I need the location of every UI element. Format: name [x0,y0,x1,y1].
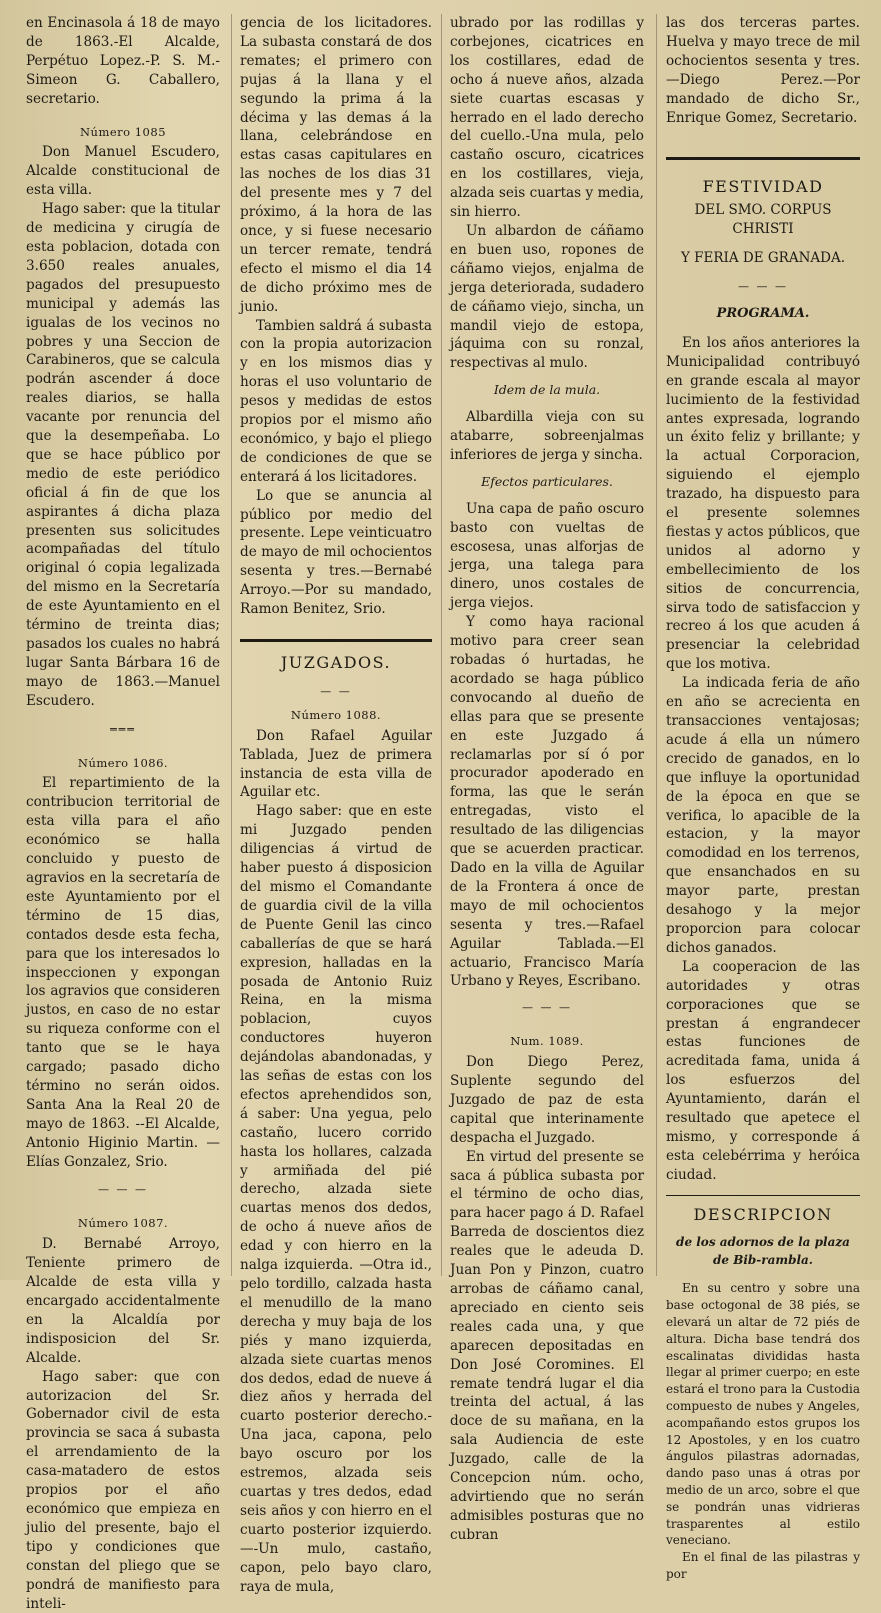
notice-1088-closing: Y como haya racional motivo para creer sean robadas ó hurtadas, he acordado se haga público convocando al dueño de ellas para que se presente en este Juzgado á reclamarlas por sí ó por procurador apoderado en forma, las que le serán entregadas, visto el resultado de las diligencias que se acuerden practicar. Dado en la villa de Aguilar de la Frontera á once de mayo de mil ochocientos sesenta y tres.—Rafael Aguilar Tablada.—El actuario, Francisco María Urbano y Reyes, Escribano. [450,614,644,990]
programa-heading: PROGRAMA. [716,305,810,321]
notice-1088-paragraph: Albardilla vieja con su atabarre, sobreenjalmas inferiores de jerga y sincha. [450,409,644,463]
column-4 [666,14,860,1581]
section-subtitle-corpus: DEL SMO. CORPUS CHRISTI [694,202,832,238]
notice-number-1088: Número 1088. [290,707,382,722]
notice-1088-body: Hago saber: que en este mi Juzgado penden diligencias á virtud de haber puesto á disposicion del mismo el Comandante de guardia civil de la villa de Puente Genil las cinco caballerías de que se hará expresion, halladas en la posada de Antonio Ruiz Reina, en la misma poblacion, cuyos conductores huyeron dejándolas abandonadas, y las señas de estas con los efectos aprehendidos son, á saber: Una yegua, pelo castaño, lucero corrido hasta los hollares, calzada y armiñada del pié derecho, alzada siete cuartas menos dos dedos, de ocho á nueve años de edad y con hierro en la nalga izquierda. —Otra id., pelo tordillo, calzada hasta el menudillo de la mano derecha y muy baja de los piés y mano izquierda, alzada siete cuartas menos dos dedos, edad de nueve á diez años y herrada del cuarto posterior derecho.-Una jaca, capona, pelo bayo oscuro por los estremos, alzada seis cuartas y tres dedos, edad seis años y con hierro en el cuarto posterior izquierdo.—-Un mulo, castaño, capon, pelo bayo claro, raya de mula, [240,803,432,1595]
separator: ═══ [110,722,136,736]
separator: — — — [738,280,788,294]
notice-1085-header: Don Manuel Escudero, Alcalde constitucional de esta villa. [26,144,220,199]
notice-1089-body: En virtud del presente se saca á pública subasta por el término de ocho dias, para hacer pago á D. Rafael Barreda de doscientos diez reales que le adeuda D. Juan Pon y Pinzon, cuatro arrobas de cáñamo canal, apreciado en ciento seis reales cada una, y que aparecen depositadas en Don José Coromines. El remate tendrá lugar el dia treinta del actual, á las doce de su mañana, en la sala Audiencia de este Juzgado, calle de la Concepcion núm. ocho, advirtiendo que no serán admisibles posturas que no cubran [450,1148,644,1543]
notice-1087-body: Hago saber: que con autorizacion del Sr. Gobernador civil de esta provincia se saca á subasta el arrendamiento de la casa-matadero de estos propios por el año económico que empieza en julio del presente, bajo el tipo y condiciones que constan del pliego que se pondrá de manifiesto para inteli- [26,1368,220,1612]
column-rule [441,14,442,1276]
column-rule [231,14,232,1276]
notice-1086-body: El repartimiento de la contribucion territorial de esta villa para el año económico se halla concluido y puesto de agravios en la secretaría de este Ayuntamiento por el término de 15 dias, contados desde esta fecha, para que los interesados lo inspeccionen y expongan los agravios que consideren justos, en caso de no estar su riqueza conforme con el tanto que se le haya cargado; pasado dicho término no serán oidos. Santa Ana la Real 20 de mayo de 1863. --El Alcalde, Antonio Higinio Martin. —Elías Gonzalez, Srio. [26,775,220,1170]
separator: — — — [522,1001,572,1015]
notice-1088-paragraph: Un albardon de cáñamo en buen uso, ropones de cáñamo viejos, enjalma de jerga deteriorada, sudadero de cáñamo viejo, sincha, un mandil viejo de estopa, jáquima con su ronzal, respectivas al mulo. [450,222,644,372]
separator: — — [320,684,352,698]
descripcion-paragraph: En el final de las pilastras y por [666,1550,860,1581]
divider [666,1195,860,1196]
column-rule [656,14,657,1276]
notice-1087-continued: gencia de los licitadores. La subasta constará de dos remates; el primero con pujas á la llana y el segundo la prima á la décima y las demas á la llana, celebrándose en estas casas capitulares en las noches de los dias 31 del presente mes y 7 del próximo, á la hora de las once, y si fuese necesario un tercer remate, tendrá efecto el mismo el dia 14 de dicho próximo mes de junio. [240,15,432,315]
notice-number-1086: Número 1086. [77,755,169,770]
programa-paragraph: La cooperacion de las autoridades y otras corporaciones que se prestan á engrandecer estas funciones de acreditada fama, unida á los esfuerzos del Ayuntamiento, darán el resultado que apetece el mismo, y corresponde á esta celebérrima y heróica ciudad. [666,958,860,1183]
section-rule [666,157,860,160]
programa-paragraph: En los años anteriores la Municipalidad contribuyó en grande escala al mayor lucimiento de la festividad antes expresada, logrando un éxito feliz y brillante; y la actual Corporacion, siguiendo el ejemplo trazado, ha dispuesto para el presente solemnes fiestas y actos públicos, que unidos al adorno y embellecimiento de los sitios de concurrencia, sirva todo de satisfaccion y recreo á los que acuden á presenciar la celebridad que los motiva. [666,334,860,673]
subheading-efectos: Efectos particulares. [481,473,613,489]
section-title-juzgados: JUZGADOS. [280,653,392,672]
descripcion-subtitle: de los adornos de la plaza de Bib-rambla. [676,1234,850,1268]
notice-number-1087: Número 1087. [77,1216,169,1231]
column-3 [450,14,644,1543]
column-1 [26,14,220,1612]
notice-1085-body: Hago saber: que la titular de medicina y cirugía de esta poblacion, dotada con 3.650 reales anuales, pagados del presupuesto municipal y además las igualas de los vecinos no pobres y una Seccion de Carabineros, que se calcula podrán ascender á doce reales diarios, se halla vacante por renuncia del que la desempeñaba. Lo que se hace público por medio de este periódico oficial á fin de que los aspirantes á dicha plaza presenten sus solicitudes acompañadas del título original ó copia legalizada del mismo en la Secretaría de este Ayuntamiento en el término de treinta dias; pasados los cuales no habrá lugar Santa Bárbara 16 de mayo de 1863.—Manuel Escudero. [26,201,220,709]
programa-paragraph: La indicada feria de año en año se acrecienta en transacciones ventajosas; acude á ella un número crecido de ganados, en lo que influye la oportunidad de la época en que se verifica, lo apacible de la estacion, y la mayor comodidad en los terrenos, que ensanchados en su mayor parte, prestan desahogo y la mejor proporcion para colocar dichos ganados. [666,675,860,956]
notice-closing-text: en Encinasola á 18 de mayo de 1863.-El Alcalde, Perpétuo Lopez.-P. S. M.-Simeon G. Caballero, secretario. [26,15,220,107]
notice-1087-signature: Lo que se anuncia al público por medio del presente. Lepe veinticuatro de mayo de mil ochocientos sesenta y tres.—Bernabé Arroyo.—Por su mandado, Ramon Benitez, Srio. [240,487,432,618]
separator: — — — [98,1183,148,1197]
notice-1089-header: Don Diego Perez, Suplente segundo del Juzgado de paz de esta capital que interinamente despacha el Juzgado. [450,1054,644,1146]
descripcion-paragraph: En su centro y sobre una base octogonal de 38 piés, se elevará un altar de 72 piés de altura. Dicha base tendrá dos escalinatas divididas hasta llegar al primer cuerpo; en este estará el trono para la Custodia compuesto de nubes y Angeles, acompañando estos grupos los 12 Apostoles, y en los cuatro ángulos pilastras adornadas, dando paso unas á otras por medio de un arco, sobre el que se pondrán unas vidrieras trasparentes al estilo veneciano. [666,1281,860,1548]
column-2 [240,14,432,1595]
subheading-idem-mula: Idem de la mula. [493,382,601,398]
section-rule [240,639,432,642]
notice-1088-paragraph: Una capa de paño oscuro basto con vueltas de escosesa, unas alforjas de jerga, una talega para dinero, unos costales de jerga viejos. [450,500,644,612]
section-title-descripcion: DESCRIPCION [693,1204,833,1224]
section-title-festividad: FESTIVIDAD [702,177,824,197]
notice-1088-continued: ubrado por las rodillas y corbejones, cicatrices en los costillares, edad de ocho á nueve años, alzada siete cuartas escasas y herrado en el lado derecho del cuello.-Una mula, pelo castaño oscuro, cicatrices en los costillares, vieja, alzada seis cuartas y media, sin hierro. [450,15,644,221]
notice-1089-continued: las dos terceras partes. Huelva y mayo trece de mil ochocientos sesenta y tres.—Diego Perez.—Por mandado de dicho Sr., Enrique Gomez, Secretario. [666,15,860,126]
notice-1088-header: Don Rafael Aguilar Tablada, Juez de primera instancia de esta villa de Aguilar etc. [240,727,432,801]
notice-number-1085: Número 1085 [79,124,167,139]
notice-1087-header: D. Bernabé Arroyo, Teniente primero de Alcalde de esta villa y encargado accidentalmente en la Alcaldía por indisposicion del Sr. Alcalde. [26,1236,220,1366]
notice-1087-paragraph: Tambien saldrá á subasta con la propia autorizacion y en los mismos dias y horas el uso voluntario de pesos y medidas de estos propios por el mismo año económico, y bajo el pliego de condiciones de que se enterará á los licitadores. [240,317,432,485]
notice-number-1089: Num. 1089. [510,1034,584,1049]
section-subtitle-feria: Y FERIA DE GRANADA. [680,250,846,267]
